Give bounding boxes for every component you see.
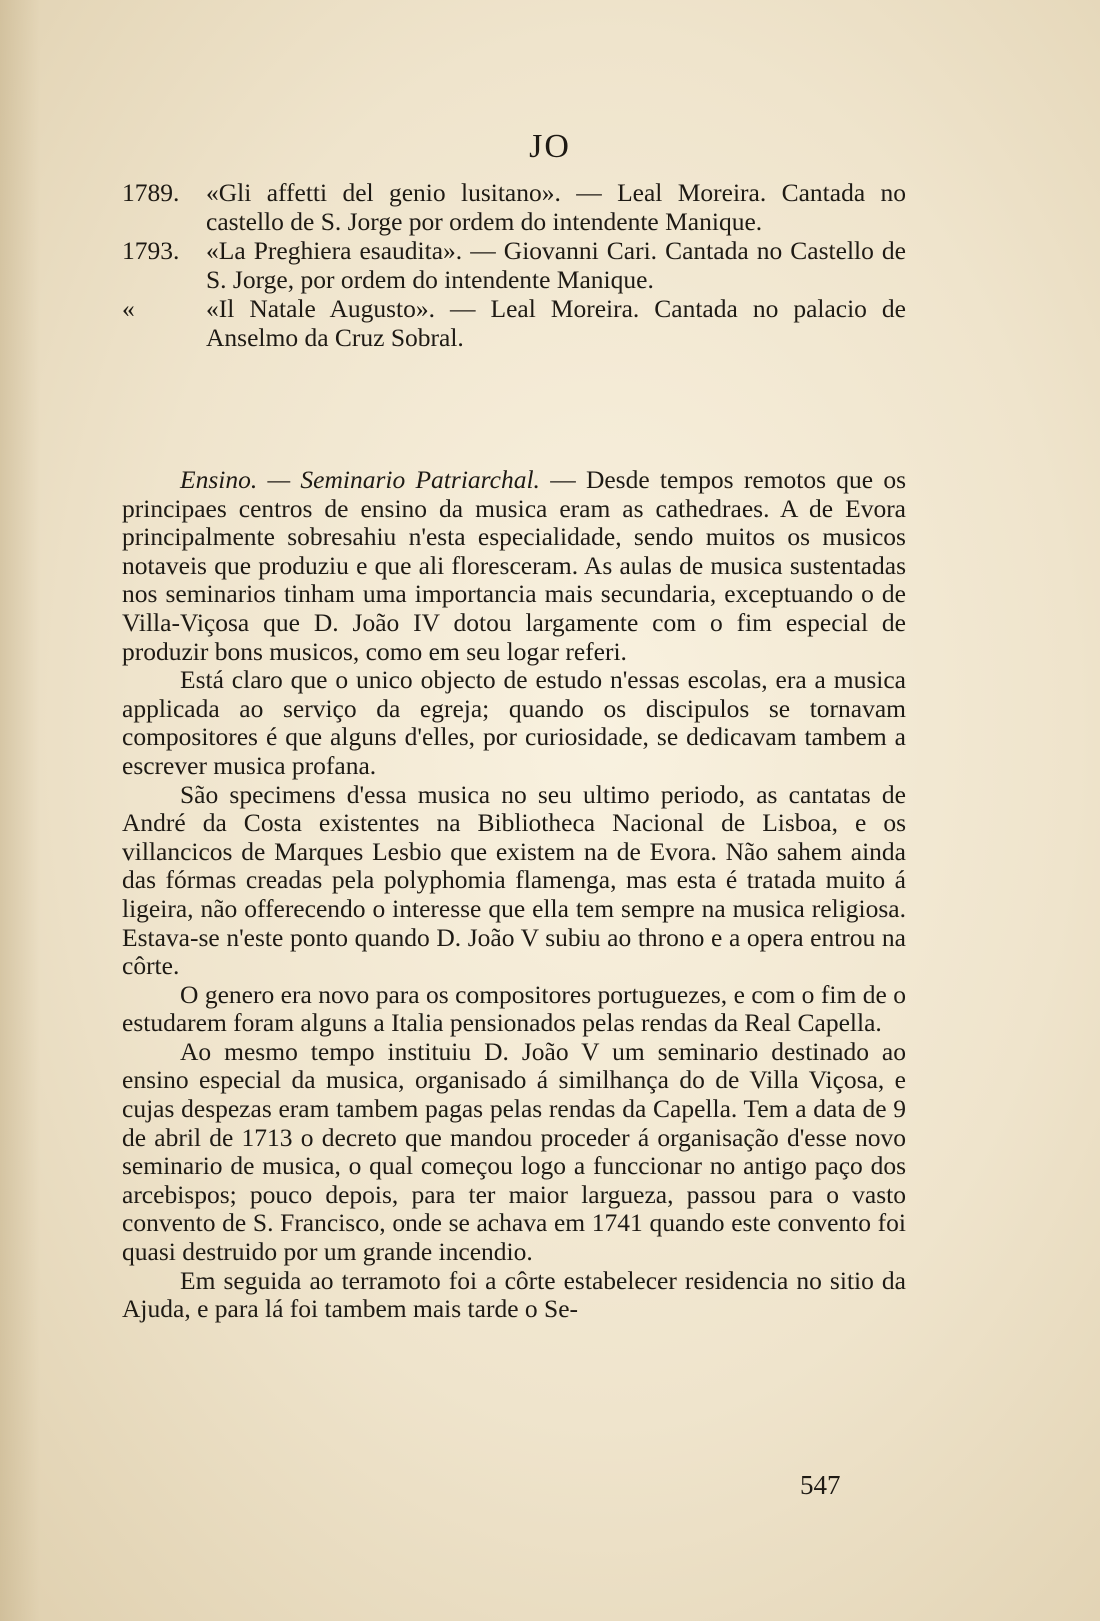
paragraph: São specimens d'essa musica no seu ultimo periodo, as cantatas de André da Costa existentes na Bibliotheca Nacional de Lisboa, e os villancicos de Marques Lesbio que existem na de Evora. Não sahem ainda das fórmas creadas pela polyphomia flamenga, mas esta é tratada muito á ligeira, não offerecendo o interesse que ella tem sempre na musica religiosa. Estava-se n'este ponto quando D. João V subiu ao throno e a opera entrou na côrte.	[122, 779, 906, 981]
paragraph: Ao mesmo tempo instituiu D. João V um seminario destinado ao ensino especial da musica, organisado á similhança do de Villa Viçosa, e cujas despezas eram tambem pagas pelas rendas da Capella. Tem a data de 9 de abril de 1713 o decreto que mandou proceder á organisação d'esse novo seminario de musica, o qual começou logo a funccionar no antigo paço dos arcebispos; pouco depois, para ter maior largueza, passou para o vasto convento de S. Francisco, onde se achava em 1741 quando este convento foi quasi destruido por um grande incendio.	[122, 1036, 906, 1267]
paragraph-text: — Desde tempos remotos que os principaes centros de ensino da musica eram as cathedraes. A de Evora principalmente sobresahiu n'esta especialidade, sendo muitos os musicos notaveis que produziu e que ali floresceram. As aulas de musica sustentadas nos seminarios tinham uma importancia mais secundaria, exceptuando o de Villa-Viçosa que D. João IV dotou largamente com o fim especial de produzir bons musicos, como em seu logar referi.	[122, 465, 907, 666]
entry-year: 1789.	[122, 178, 180, 207]
list-item	[122, 236, 906, 294]
list-item	[122, 178, 906, 236]
entry-year: «	[122, 294, 135, 323]
entry-text: «Il Natale Augusto». — Leal Moreira. Cantada no palacio de Anselmo da Cruz Sobral.	[206, 294, 906, 352]
paragraph: Em seguida ao terramoto foi a côrte estabelecer residencia no sitio da Ajuda, e para lá foi tambem mais tarde o Se-	[122, 1265, 906, 1324]
section-body	[122, 466, 906, 1324]
paragraph: O genero era novo para os compositores portuguezes, e com o fim de o estudarem foram alguns a Italia pensionados pelas rendas da Real Capella.	[122, 979, 906, 1038]
entry-text: «Gli affetti del genio lusitano». — Leal Moreira. Cantada no castello de S. Jorge por ordem do intendente Manique.	[206, 178, 906, 236]
paragraph	[122, 466, 906, 666]
list-item	[122, 294, 906, 352]
paragraph: Está claro que o unico objecto de estudo n'essas escolas, era a musica applicada ao serviço da egreja; quando os discipulos se tornavam compositores é que alguns d'elles, por curiosidade, se dedicavam tambem a escrever musica profana.	[122, 665, 906, 780]
entry-year: 1793.	[122, 236, 180, 265]
running-head: JO	[529, 128, 571, 165]
section-heading: Ensino. — Seminario Patriarchal.	[180, 465, 540, 494]
cantata-list	[122, 178, 906, 352]
page-number: 547	[800, 1470, 841, 1500]
entry-text: «La Preghiera esaudita». — Giovanni Cari. Cantada no Castello de S. Jorge, por ordem do intendente Manique.	[206, 236, 906, 294]
